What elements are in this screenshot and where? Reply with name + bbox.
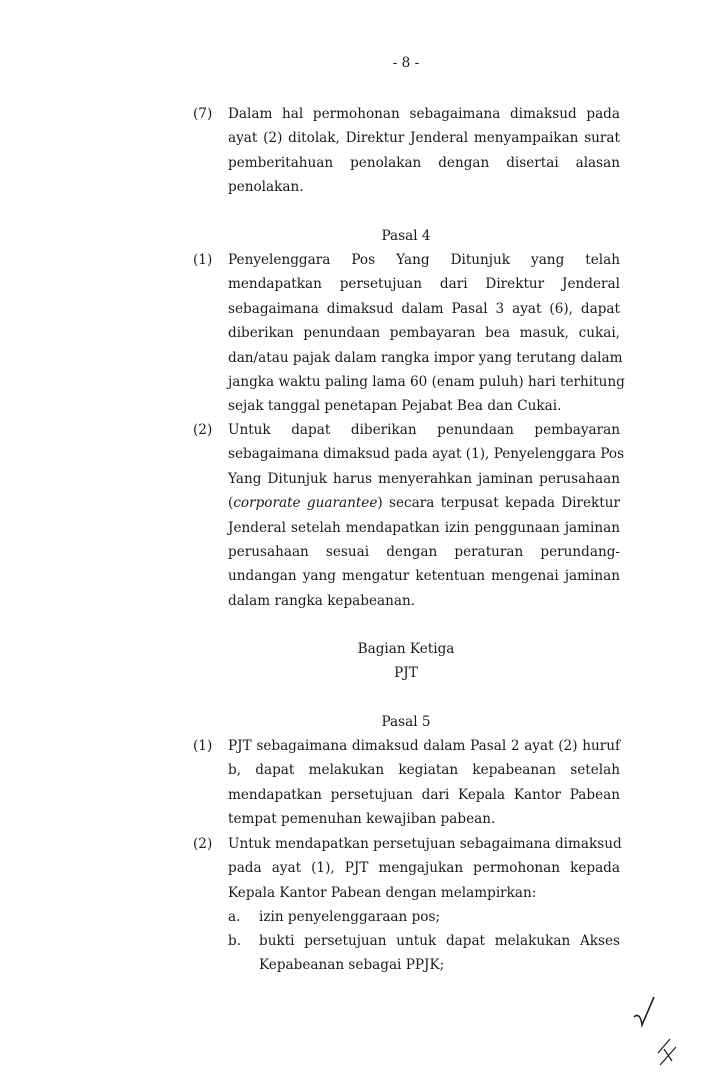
text-line: bukti persetujuan untuk dapat melakukan Akses [259, 933, 620, 949]
text-line: Untuk mendapatkan persetujuan sebagaimana dimaksud [228, 836, 622, 852]
text-line: mendapatkan persetujuan dari Direktur Jenderal [228, 276, 620, 293]
text-line: sebagaimana dimaksud pada ayat (1), Penyelenggara Pos [228, 446, 625, 463]
italic-term: corporate guarantee [233, 495, 378, 512]
text-line: mendapatkan persetujuan dari Kepala Kantor Pabean [228, 786, 620, 803]
paragraph-number: (1) [193, 252, 213, 268]
text-line: sebagaimana dimaksud dalam Pasal 3 ayat (6), dapat [228, 300, 620, 317]
text-line: PJT sebagaimana dimaksud dalam Pasal 2 ayat (2) huruf [228, 738, 620, 754]
heading-bagian: Bagian Ketiga [357, 641, 455, 657]
paragraph-number: (2) [193, 422, 213, 438]
text-line: perusahaan sesuai dengan peraturan perundang- [228, 543, 620, 560]
text-line: jangka waktu paling lama 60 (enam puluh) hari terhitung [228, 373, 625, 390]
text-line: pada ayat (1), PJT mengajukan permohonan kepada [228, 860, 620, 877]
text-line: Kepala Kantor Pabean dengan melampirkan: [228, 884, 537, 901]
text-line: undangan yang mengatur ketentuan mengenai jaminan [228, 568, 620, 585]
text-line: sejak tanggal penetapan Pejabat Bea dan Cukai. [228, 398, 562, 415]
paragraph-number: (1) [193, 738, 213, 754]
text-line: izin penyelenggaraan pos; [259, 909, 441, 925]
text-line: penolakan. [228, 179, 304, 196]
text-line: Jenderal setelah mendapatkan izin penggunaan jaminan [228, 519, 620, 536]
text-line: Untuk dapat diberikan penundaan pembayaran [228, 422, 620, 438]
paragraph-number: (2) [193, 836, 213, 852]
text-line: (corporate guarantee) secara terpusat kepada Direktur [228, 495, 620, 512]
paragraph-number: (7) [193, 106, 213, 122]
heading-pjt: PJT [394, 665, 418, 681]
text-line: Penyelenggara Pos Yang Ditunjuk yang telah [228, 252, 620, 268]
text-line: b, dapat melakukan kegiatan kepabeanan setelah [228, 762, 620, 779]
handwritten-checkmark-initials [628, 995, 688, 1075]
text-line: Kepabeanan sebagai PPJK; [259, 957, 445, 974]
text-line: Yang Ditunjuk harus menyerahkan jaminan perusahaan [228, 470, 620, 487]
heading-pasal-4: Pasal 4 [381, 228, 431, 244]
text-line: dalam rangka kepabeanan. [228, 592, 416, 609]
text-line: diberikan penundaan pembayaran bea masuk, cukai, [228, 325, 620, 342]
paragraph-number: a. [228, 909, 241, 925]
text-line: tempat pemenuhan kewajiban pabean. [228, 811, 496, 828]
paragraph-number: b. [228, 933, 242, 949]
page-number: - 8 - [392, 55, 420, 71]
heading-pasal-5: Pasal 5 [381, 714, 431, 730]
text-line: ayat (2) ditolak, Direktur Jenderal menyampaikan surat [228, 130, 620, 147]
text-line: Dalam hal permohonan sebagaimana dimaksud pada [228, 106, 620, 122]
text-line: pemberitahuan penolakan dengan disertai alasan [228, 154, 620, 171]
text-line: dan/atau pajak dalam rangka impor yang terutang dalam [228, 349, 623, 366]
